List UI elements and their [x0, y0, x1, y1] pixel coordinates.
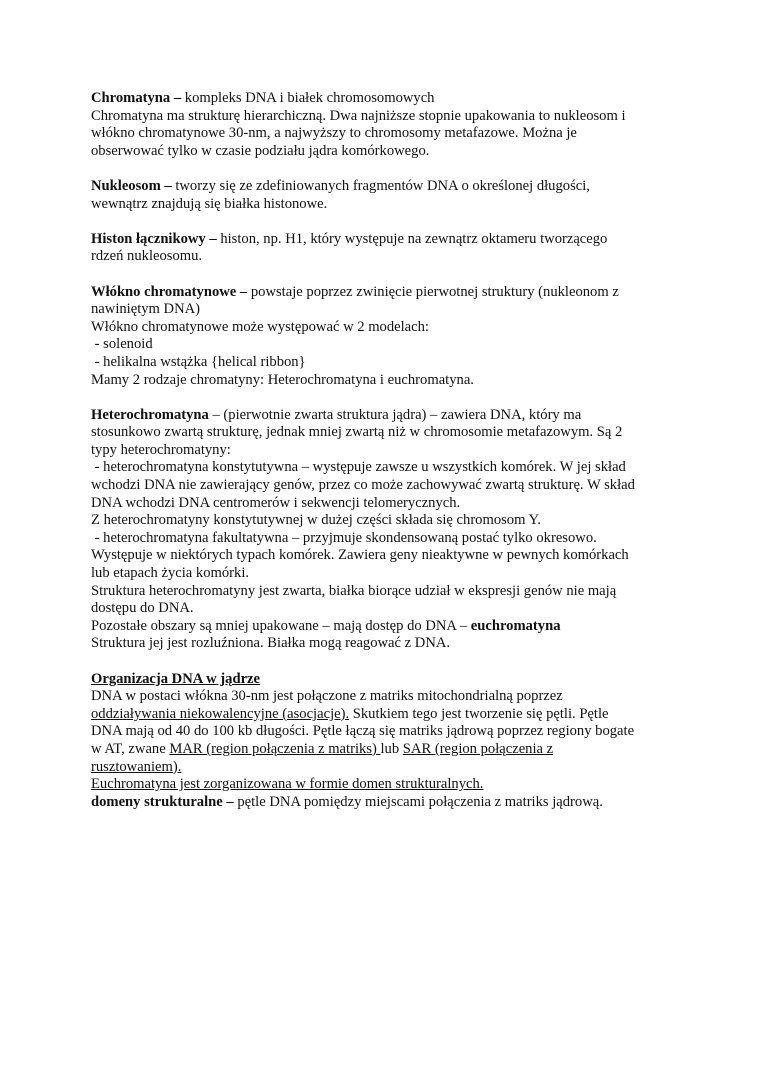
text-span: Pozostałe obszary są mniej upakowane – mają dostęp do DNA – — [91, 617, 471, 634]
heterochromatyna-section — [91, 407, 711, 653]
chromatyna-section — [91, 90, 711, 160]
list-item: - heterochromatyna fakultatywna – przyjmuje skondensowaną postać tylko okresowo. — [91, 529, 597, 546]
domeny-definition — [91, 794, 711, 812]
organizacja-section — [91, 671, 711, 812]
text-line: stosunkowo zwartą strukturę, jednak mniej zwartą niż w chromosomie metafazowym. Są 2 — [91, 424, 623, 441]
chromatyna-definition — [91, 90, 711, 108]
histon-term: Histon łącznikowy – — [91, 230, 217, 247]
text-line — [91, 759, 711, 777]
text-line — [91, 706, 711, 724]
wlokno-section — [91, 284, 711, 390]
text-line: tworzy się ze zdefiniowanych fragmentów DNA o określonej długości, — [171, 177, 590, 194]
text-line: wchodzi DNA nie zawierający genów, przez co może zachowywać zwartą strukturę. W skład — [91, 477, 635, 494]
text-line: lub etapach życia komórki. — [91, 565, 250, 582]
text-line: rdzeń nukleosomu. — [91, 248, 203, 265]
chromatyna-def-text: kompleks DNA i białek chromosomowych — [181, 90, 435, 106]
list-item: - helikalna wstążka {helical ribbon} — [91, 353, 306, 370]
organizacja-heading: Organizacja DNA w jądrze — [91, 670, 261, 687]
text-line: Chromatyna ma strukturę hierarchiczną. Dwa najniższe stopnie upakowania to nukleosom i — [91, 107, 626, 124]
text-line: DNA wchodzi DNA centromerów i sekwencji telomerycznych. — [91, 494, 461, 511]
text-line: nawiniętym DNA) — [91, 301, 201, 318]
text-span: Skutkiem tego jest tworzenie się pętli. Pętle — [349, 705, 609, 722]
list-item: - solenoid — [91, 336, 153, 353]
text-line: histon, np. H1, który występuje na zewnątrz oktameru tworzącego — [216, 230, 608, 247]
text-span: pętle DNA pomiędzy miejscami połączenia z matriks jądrową. — [233, 793, 603, 810]
text-line: DNA w postaci włókna 30-nm jest połączone z matriks mitochondrialną poprzez — [91, 688, 563, 705]
text-line: Struktura heterochromatyny jest zwarta, białka biorące udział w ekspresji genów nie mają — [91, 582, 617, 599]
text-line: wewnątrz znajdują się białka histonowe. — [91, 195, 328, 212]
heterochromatyna-term: Heterochromatyna — [91, 406, 209, 423]
nukleosom-term: Nukleosom – — [91, 177, 172, 194]
wlokno-term: Włókno chromatynowe – — [91, 283, 248, 300]
underlined-text: rusztowaniem). — [91, 758, 182, 775]
list-item: - heterochromatyna konstytutywna – występuje zawsze u wszystkich komórek. W jej skład — [91, 459, 626, 476]
document-page — [91, 90, 711, 811]
nukleosom-definition — [91, 178, 711, 196]
mar-underlined: MAR (region połączenia z matriks) — [169, 740, 381, 757]
text-line: typy heterochromatyny: — [91, 441, 231, 458]
text-line: Włókno chromatynowe może występować w 2 modelach: — [91, 318, 429, 335]
text-line — [91, 741, 711, 759]
text-line: Mamy 2 rodzaje chromatyny: Heterochromatyna i euchromatyna. — [91, 371, 474, 388]
text-line: włókno chromatynowe 30-nm, a najwyższy to chromosomy metafazowe. Można je — [91, 125, 577, 142]
text-line: obserwować tylko w czasie podziału jądra komórkowego. — [91, 142, 430, 159]
underlined-text: oddziaływania niekowalencyjne (asocjacje). — [91, 705, 350, 722]
text-line: Struktura jej jest rozluźniona. Białka mogą reagować z DNA. — [91, 635, 451, 652]
text-line: DNA mają od 40 do 100 kb długości. Pętle łączą się matriks jądrową poprzez regiony bogate — [91, 723, 635, 740]
text-line — [91, 776, 711, 794]
heterochromatyna-definition — [91, 407, 711, 425]
histon-definition — [91, 231, 711, 249]
text-line — [91, 618, 711, 636]
nukleosom-section — [91, 178, 711, 213]
section-heading — [91, 671, 711, 689]
chromatyna-term: Chromatyna – — [91, 90, 182, 106]
text-span: lub — [380, 740, 403, 757]
histon-section — [91, 231, 711, 266]
euchromatyna-term: euchromatyna — [470, 617, 561, 634]
domeny-term: domeny strukturalne – — [91, 793, 234, 810]
text-line: – (pierwotnie zwarta struktura jądra) – zawiera DNA, który ma — [208, 406, 582, 423]
underlined-text: Euchromatyna jest zorganizowana w formie domen strukturalnych. — [91, 776, 484, 793]
text-span: w AT, zwane — [91, 740, 170, 757]
text-line: Występuje w niektórych typach komórek. Zawiera geny nieaktywne w pewnych komórkach — [91, 547, 629, 564]
text-line: Z heterochromatyny konstytutywnej w dużej części składa się chromosom Y. — [91, 512, 541, 529]
text-line: dostępu do DNA. — [91, 600, 194, 617]
sar-underlined: SAR (region połączenia z — [402, 740, 554, 757]
text-line: powstaje poprzez zwinięcie pierwotnej struktury (nukleonom z — [247, 283, 619, 300]
wlokno-definition — [91, 284, 711, 302]
